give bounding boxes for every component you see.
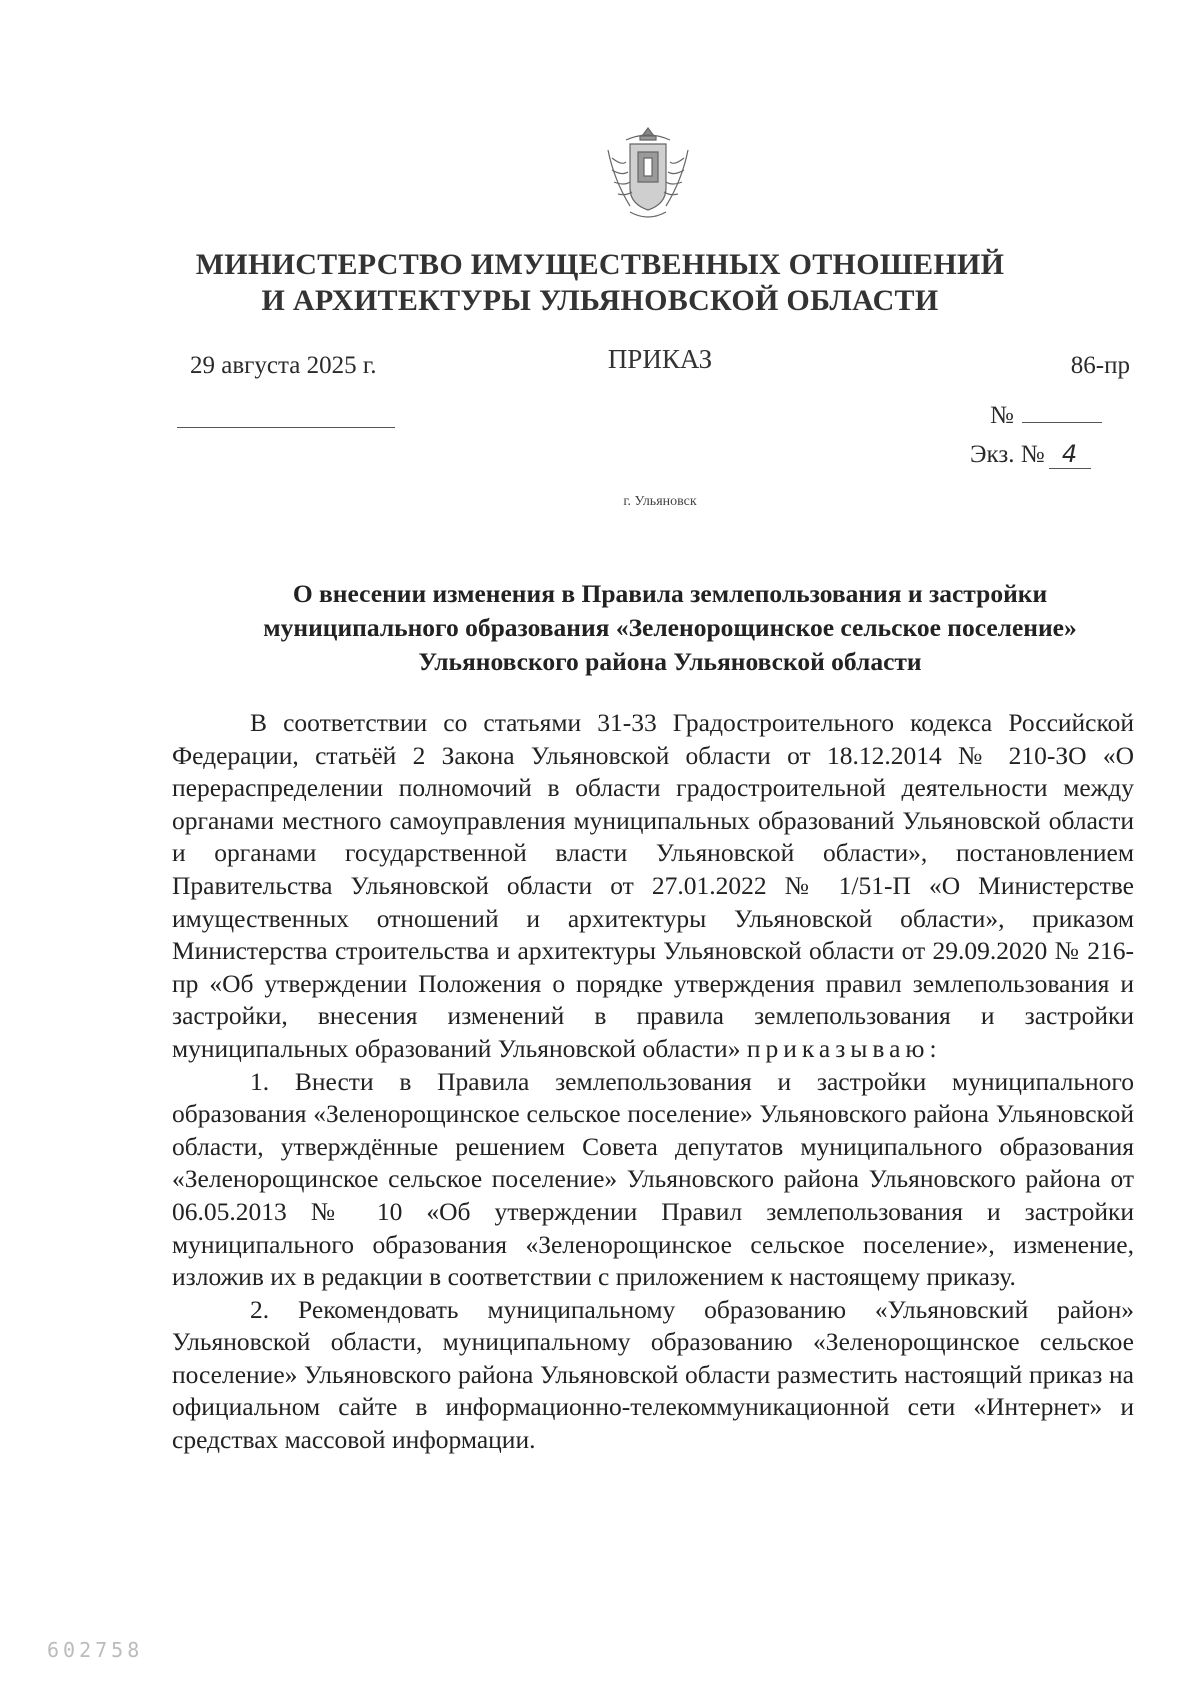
order-title [170,577,1170,679]
document-type: ПРИКАЗ [607,344,713,374]
preamble-paragraph [172,707,1134,1066]
registration-number: 86-пр [1070,352,1130,379]
coat-of-arms-icon [600,122,696,226]
item-1-paragraph: 1. Внести в Правила землепользования и застройки муниципального образования «Зеленорощинское сельское поселение» Ульяновского района Ульяновской области, утверждённые решением Совета депутатов муниципального образования «Зеленорощинское сельское поселение» Ульяновского района Ульяновского района от 06.05.2013 № 10 «Об утверждении Правил землепользования и застройки муниципального образования «Зеленорощинское сельское поселение», изменение, изложив их в редакции в соответствии с приложением к настоящему приказу. [172,1066,1134,1292]
order-date: 29 августа 2025 г. [190,352,377,379]
preamble-text: В соответствии со статьями 31-33 Градостроительного кодекса Российской Федерации, статьёй 2 Закона Ульяновской области от 18.12.2014 № 210-ЗО «О перераспределении полномочий в области градостроительной деятельности между органами местного самоуправления муниципальных образований Ульяновской области и органами государственной власти Ульяновской области», постановлением Правительства Ульяновской области от 27.01.2022 № 1/51-П «О Министерстве имущественных отношений и архитектуры Ульяновской области», приказом Министерства строительства и архитектуры Ульяновской области от 29.09.2020 № 216-пр «Об утверждении Положения о порядке утверждения правил землепользования и застройки, внесения изменений в правила землепользования и застройки муниципальных образований Ульяновской области» [172,708,1134,1063]
copy-number-handwritten: 4 [1049,440,1091,469]
number-label: № [990,402,1014,429]
item-2-paragraph: 2. Рекомендовать муниципальному образованию «Ульяновский район» Ульяновской области, муниципальному образованию «Зеленорощинское сельское поселение» Ульяновского района Ульяновской области разместить настоящий приказ на официальном сайте в информационно-телекоммуникационной сети «Интернет» и средствах массовой информации. [172,1294,1134,1455]
order-title-line3: Ульяновского района Ульяновской области [418,647,922,676]
city-name: г. Ульяновск [623,494,697,509]
order-word: приказываю: [746,1033,942,1063]
ministry-name-line2: И АРХИТЕКТУРЫ УЛЬЯНОВСКОЙ ОБЛАСТИ [261,284,939,317]
ministry-name-line1: МИНИСТЕРСТВО ИМУЩЕСТВЕННЫХ ОТНОШЕНИЙ [195,248,1005,281]
order-title-line1: О внесении изменения в Правила землепользования и застройки [292,579,1048,608]
copy-number-field [970,440,1091,469]
archive-stamp: 602758 [47,1638,144,1662]
ministry-name [0,247,1200,319]
copy-label: Экз. № [970,441,1045,468]
number-blank [1022,404,1102,423]
order-body [172,707,1134,1457]
number-field [990,402,1102,430]
signature-line [177,427,395,428]
order-title-line2: муниципального образования «Зеленорощинское сельское поселение» [263,613,1077,642]
